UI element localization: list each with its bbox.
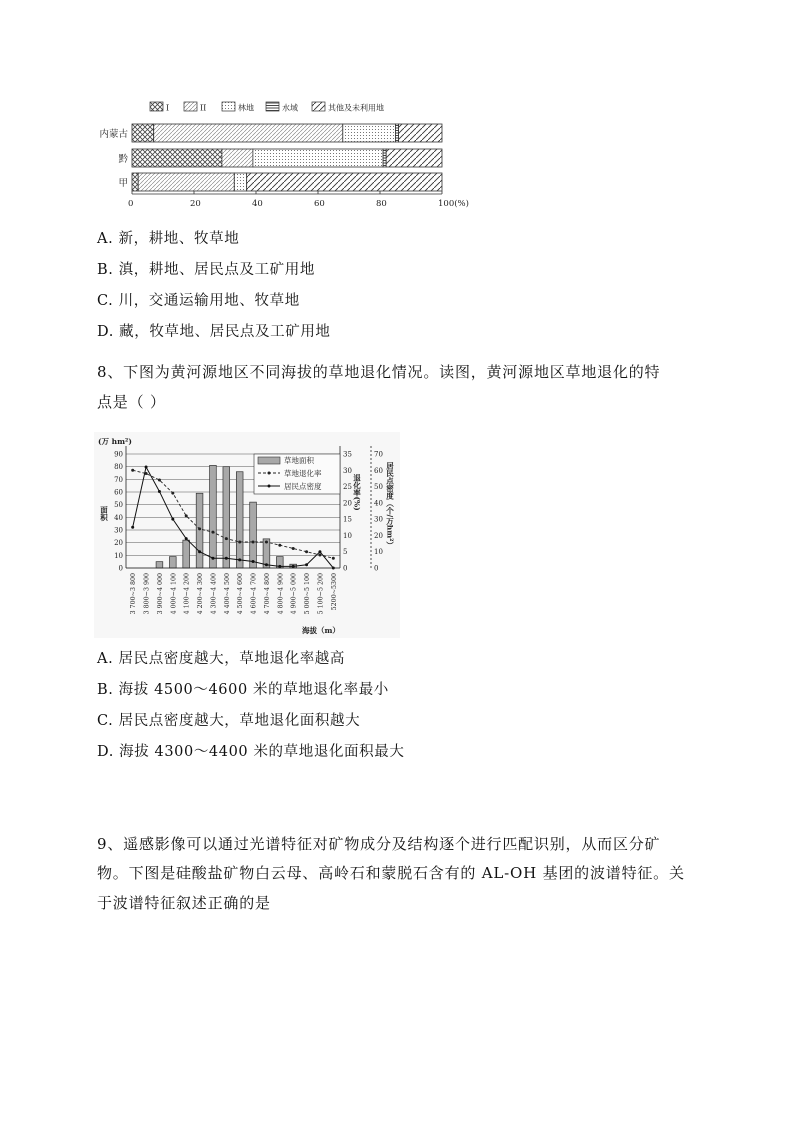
x-tick-label-7: 4 400~4 500: [223, 573, 231, 615]
x-tick-label-4: 80: [376, 199, 387, 209]
degradation-rate-point-13: [305, 550, 308, 553]
x-tick-label-13: 5 000~5 100: [304, 573, 312, 615]
x-tick-label-14: 5 100~5 200: [317, 573, 325, 615]
legend-marker-solid: [268, 485, 271, 488]
y-axis-label: 面积: [99, 506, 109, 521]
bar-segment-2-0: [132, 173, 138, 191]
x-tick-label-12: 4 900~5 000: [290, 573, 298, 615]
legend-swatch-0: [150, 102, 163, 111]
bar-segment-0-1: [154, 124, 343, 142]
degradation-rate-point-5: [198, 527, 201, 530]
bar-segment-2-2: [234, 173, 246, 191]
bar-segment-0-4: [399, 124, 442, 142]
grassland-chart: [94, 432, 400, 638]
x-tick-label-11: 4 800~4 900: [277, 573, 285, 615]
y2-tick-label-2: 10: [343, 531, 352, 540]
y3-tick-label-2: 20: [374, 531, 383, 540]
q8-option-c: C. 居民点密度越大，草地退化面积越大: [97, 713, 361, 729]
y3-tick-label-5: 50: [374, 483, 383, 492]
y3-tick-label-3: 30: [374, 515, 383, 524]
degradation-rate-point-7: [225, 537, 228, 540]
degradation-rate-point-12: [292, 547, 295, 550]
bar-segment-0-2: [343, 124, 396, 142]
settlement-density-point-10: [265, 563, 268, 566]
row-label-0: 内蒙古: [99, 129, 128, 140]
degradation-rate-point-6: [211, 531, 214, 534]
x-tick-label-9: 4 600~4 700: [250, 573, 258, 615]
y-tick-label-4: 40: [114, 513, 123, 522]
degradation-rate-point-15: [332, 557, 335, 560]
legend-swatch-2: [222, 102, 235, 111]
settlement-density-point-7: [225, 557, 228, 560]
settlement-density-point-2: [158, 490, 161, 493]
area-bar-5: [196, 493, 203, 568]
legend-label-3: 水域: [282, 103, 298, 113]
y2-tick-label-3: 15: [343, 515, 352, 524]
x-axis-label: 海拔（m）: [302, 626, 340, 635]
settlement-density-point-13: [305, 563, 308, 566]
y2-axis-label: 退化率(%): [352, 474, 362, 511]
degradation-rate-point-3: [171, 492, 174, 495]
legend-label-0: 草地面积: [284, 456, 314, 465]
settlement-density-point-0: [131, 526, 134, 529]
q8-option-b: B. 海拔 4500～4600 米的草地退化率最小: [97, 682, 389, 698]
bar-segment-1-4: [386, 149, 442, 167]
q8-stem-line1: 8、下图为黄河源地区不同海拔的草地退化情况。读图，黄河源地区草地退化的特: [97, 363, 661, 381]
bar-segment-0-3: [396, 124, 399, 142]
bar-segment-1-2: [253, 149, 383, 167]
y3-tick-label-4: 40: [374, 499, 383, 508]
x-tick-label-1: 20: [190, 199, 201, 209]
y3-tick-label-7: 70: [374, 450, 383, 459]
settlement-density-point-8: [238, 558, 241, 561]
q9-stem-line2: 物。下图是硅酸盐矿物白云母、高岭石和蒙脱石含有的 AL-OH 基团的波谱特征。关: [97, 864, 685, 882]
settlement-density-point-1: [145, 466, 148, 469]
legend-swatch-bar: [258, 457, 280, 464]
landuse-chart: [80, 92, 500, 214]
degradation-rate-point-9: [252, 540, 255, 543]
bar-segment-1-3: [383, 149, 386, 167]
legend-label-2: 居民点密度: [284, 482, 322, 491]
y2-tick-label-6: 30: [343, 466, 352, 475]
y-tick-label-8: 80: [114, 463, 123, 472]
x-tick-label-4: 4 100~4 200: [183, 573, 191, 615]
legend-label-2: 林地: [238, 103, 254, 113]
row-label-1: 黔: [118, 154, 128, 165]
settlement-density-point-11: [278, 565, 281, 568]
settlement-density-point-5: [198, 550, 201, 553]
degradation-rate-point-11: [278, 544, 281, 547]
q7-option-a: A. 新，耕地、牧草地: [97, 231, 240, 247]
row-label-2: 甲: [118, 178, 128, 189]
y-tick-label-0: 0: [118, 564, 123, 573]
legend-label-1: 草地退化率: [284, 469, 322, 478]
settlement-density-point-6: [211, 557, 214, 560]
legend-marker-dashed: [268, 472, 271, 475]
degradation-rate-point-0: [131, 469, 134, 472]
y-tick-label-1: 10: [114, 551, 123, 560]
y-tick-label-9: 90: [114, 450, 123, 459]
x-tick-label-5: 100(%): [438, 199, 469, 209]
area-bar-2: [156, 562, 163, 568]
legend-label-0: I: [166, 103, 170, 113]
degradation-rate-point-10: [265, 540, 268, 543]
legend-swatch-3: [266, 102, 279, 111]
bar-segment-2-1: [138, 173, 234, 191]
legend-label-4: 其他及未利用地: [328, 103, 384, 113]
degradation-rate-point-2: [158, 479, 161, 482]
area-bar-9: [250, 502, 257, 568]
q7-option-c: C. 川，交通运输用地、牧草地: [97, 293, 300, 309]
q8-option-a: A. 居民点密度越大，草地退化率越高: [97, 651, 345, 667]
area-bar-4: [183, 540, 190, 568]
x-tick-label-6: 4 300~4 400: [210, 573, 218, 615]
y-tick-label-2: 20: [114, 539, 123, 548]
x-tick-label-2: 40: [252, 199, 263, 209]
x-tick-label-3: 60: [314, 199, 325, 209]
y-unit-label: (万 hm²): [98, 437, 132, 446]
q9-stem-line1: 9、遥感影像可以通过光谱特征对矿物成分及结构逐个进行匹配识别，从而区分矿: [97, 835, 661, 853]
x-tick-label-2: 3 900~4 000: [156, 573, 164, 615]
y2-tick-label-0: 0: [343, 564, 348, 573]
y-tick-label-7: 70: [114, 475, 123, 484]
settlement-density-point-12: [292, 565, 295, 568]
x-tick-label-10: 4 700~4 800: [263, 573, 271, 615]
legend-label-1: II: [200, 103, 207, 113]
legend-swatch-1: [184, 102, 197, 111]
x-tick-label-0: 3 700~3 800: [130, 573, 138, 615]
y2-tick-label-5: 25: [343, 483, 352, 492]
y3-tick-label-1: 10: [374, 548, 383, 557]
bar-segment-1-0: [132, 149, 222, 167]
x-tick-label-8: 4 500~4 600: [237, 573, 245, 615]
area-bar-6: [210, 465, 217, 568]
q8-stem-line2: 点是（ ）: [97, 393, 166, 411]
y2-tick-label-1: 5: [343, 548, 348, 557]
x-tick-label-1: 3 800~3 900: [143, 573, 151, 615]
legend-swatch-4: [312, 102, 325, 111]
q7-option-b: B. 滇，耕地、居民点及工矿用地: [97, 262, 315, 278]
bar-segment-0-0: [132, 124, 154, 142]
q9-stem-line3: 于波谱特征叙述正确的是: [97, 894, 271, 912]
settlement-density-point-14: [318, 550, 321, 553]
area-bar-3: [169, 557, 176, 568]
settlement-density-point-9: [252, 560, 255, 563]
degradation-rate-point-14: [318, 553, 321, 556]
y-tick-label-3: 30: [114, 526, 123, 535]
y3-tick-label-0: 0: [374, 564, 379, 573]
area-bar-8: [236, 472, 243, 568]
y3-axis-label: 居民点密度（个/万hm²）: [385, 462, 395, 549]
settlement-density-point-3: [171, 518, 174, 521]
degradation-rate-point-8: [238, 540, 241, 543]
x-tick-label-3: 4 000~4 100: [170, 573, 178, 615]
settlement-density-point-4: [185, 537, 188, 540]
x-tick-label-15: 5200~5300: [330, 573, 338, 611]
y-tick-label-5: 50: [114, 501, 123, 510]
y2-tick-label-7: 35: [343, 450, 352, 459]
q7-option-d: D. 藏，牧草地、居民点及工矿用地: [97, 324, 331, 340]
x-tick-label-5: 4 200~4 300: [197, 573, 205, 615]
degradation-rate-point-4: [185, 514, 188, 517]
y3-tick-label-6: 60: [374, 466, 383, 475]
bar-segment-2-4: [247, 173, 442, 191]
bar-segment-1-1: [222, 149, 253, 167]
y2-tick-label-4: 20: [343, 499, 352, 508]
q8-option-d: D. 海拔 4300～4400 米的草地退化面积最大: [97, 744, 405, 760]
area-bar-7: [223, 467, 230, 568]
x-tick-label-0: 0: [128, 199, 134, 209]
y-tick-label-6: 60: [114, 488, 123, 497]
